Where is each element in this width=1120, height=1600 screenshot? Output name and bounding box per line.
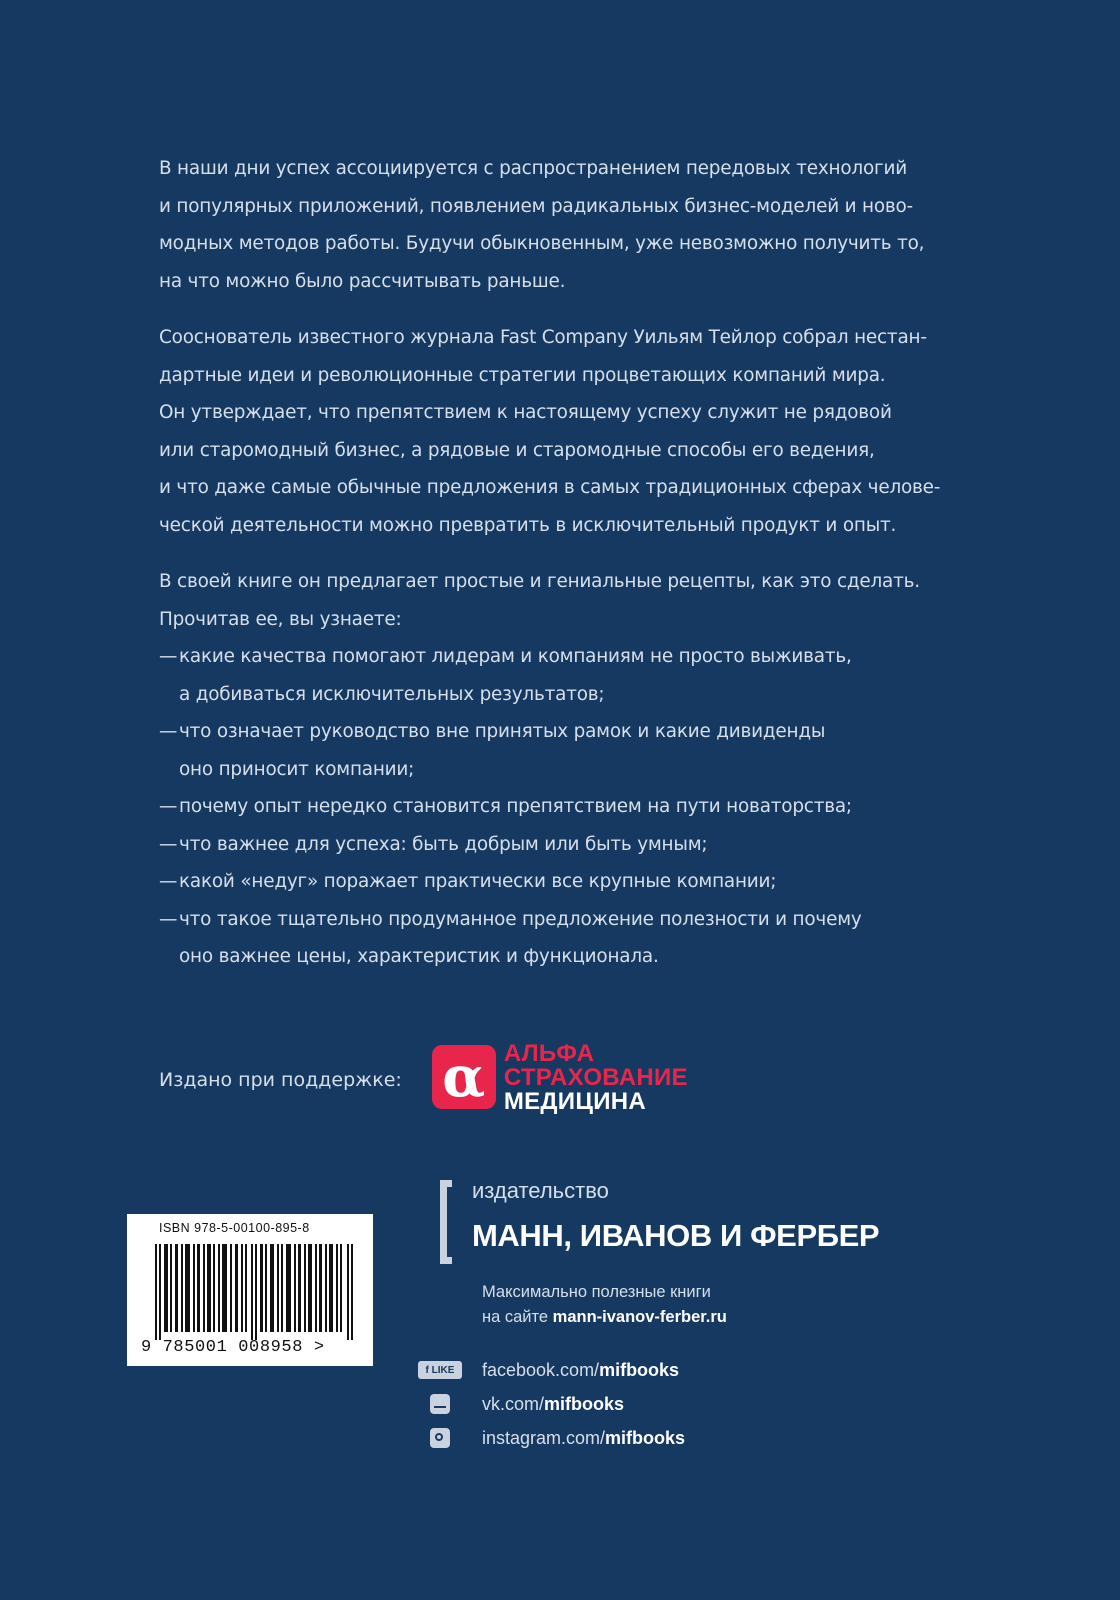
social-row-facebook[interactable]	[418, 1353, 685, 1387]
text-line: дартные идеи и революционные стратегии процветающих компаний мира.	[159, 364, 886, 386]
text-line: что такое тщательно продуманное предложение полезности и почему	[179, 908, 862, 930]
text-line: и что даже самые обычные предложения в самых традиционных сферах челове-	[159, 477, 941, 498]
social-row-instagram[interactable]	[418, 1421, 685, 1455]
sponsor-label: Издано при поддержке:	[159, 1069, 402, 1091]
social-prefix: instagram.com/	[482, 1427, 606, 1448]
bullet-dash: —	[159, 871, 178, 892]
text-line: В своей книге он предлагает простые и гениальные рецепты, как это сделать.	[159, 571, 920, 592]
sponsor-logo-line: СТРАХОВАНИЕ	[503, 1064, 688, 1091]
facebook-icon-wrap	[418, 1361, 462, 1379]
text-line: а добиваться исключительных результатов;	[179, 683, 605, 705]
text-line: модных методов работы. Будучи обыкновенным, уже невозможно получить то,	[159, 233, 925, 254]
benefits-list	[159, 638, 959, 976]
text-line: почему опыт нередко становится препятствием на пути новаторства;	[179, 796, 852, 817]
text-line: ческой деятельности можно превратить в исключительный продукт и опыт.	[159, 514, 897, 536]
alfa-logo-symbol: α	[442, 1044, 486, 1110]
text-line: какой «недуг» поражает практически все крупные компании;	[179, 871, 777, 892]
list-item	[159, 826, 959, 864]
list-item	[159, 863, 959, 901]
social-row-vk[interactable]	[418, 1387, 685, 1421]
sponsor-logo-text	[504, 1042, 688, 1114]
text-line: что означает руководство вне принятых рамок и какие дивиденды	[179, 721, 826, 742]
bullet-dash: —	[159, 721, 178, 742]
publisher-site	[482, 1280, 727, 1330]
text-line: оно приносит компании;	[179, 758, 415, 780]
social-prefix: facebook.com/	[482, 1359, 600, 1380]
list-item	[159, 901, 959, 976]
social-handle: mifbooks	[605, 1427, 686, 1448]
publisher-name: МАНН, ИВАНОВ И ФЕРБЕР	[472, 1218, 880, 1253]
alfa-logo-icon	[432, 1045, 496, 1109]
sponsor-logo-line: АЛЬФА	[503, 1040, 595, 1067]
social-link-text	[482, 1360, 679, 1381]
instagram-icon-wrap	[418, 1428, 462, 1448]
isbn-text: ISBN 978-5-00100-895-8	[159, 1221, 310, 1235]
site-line: Максимально полезные книги	[482, 1283, 711, 1301]
social-handle: mifbooks	[599, 1359, 680, 1380]
text-line: на что можно было рассчитывать раньше.	[159, 270, 566, 292]
paragraph-3	[159, 563, 959, 638]
site-link[interactable]: mann-ivanov-ferber.ru	[552, 1308, 727, 1326]
paragraph-1	[159, 150, 959, 300]
instagram-icon	[430, 1428, 450, 1448]
publisher-label: издательство	[472, 1178, 609, 1203]
site-prefix: на сайте	[482, 1308, 553, 1326]
text-line: Он утверждает, что препятствием к настоящему успеху служит не рядовой	[159, 402, 892, 423]
bullet-dash: —	[159, 908, 178, 930]
text-line: какие качества помогают лидерам и компаниям не просто выживать,	[179, 646, 852, 667]
text-line: Сооснователь известного журнала Fast Company Уильям Тейлор собрал нестан-	[159, 327, 927, 348]
vk-icon	[430, 1394, 450, 1414]
text-line: или старомодный бизнес, а рядовые и старомодные способы его ведения,	[159, 439, 875, 461]
list-item	[159, 788, 959, 826]
social-link-text	[482, 1428, 685, 1449]
facebook-icon: f LIKE	[418, 1361, 462, 1379]
text-line: В наши дни успех ассоциируется с распространением передовых технологий	[159, 158, 907, 179]
site-line	[482, 1305, 727, 1330]
vk-icon-wrap	[418, 1394, 462, 1414]
text-line: и популярных приложений, появлением радикальных бизнес-моделей и ново-	[159, 195, 913, 217]
text-line: оно важнее цены, характеристик и функционала.	[179, 946, 659, 967]
bracket-icon	[440, 1180, 452, 1264]
text-line: Прочитав ее, вы узнаете:	[159, 608, 402, 630]
social-handle: mifbooks	[544, 1393, 625, 1414]
paragraph-2	[159, 319, 959, 544]
isbn-barcode	[127, 1214, 373, 1366]
sponsor-logo-line: МЕДИЦИНА	[503, 1088, 647, 1115]
social-link-text	[482, 1394, 624, 1415]
bullet-dash: —	[159, 796, 178, 817]
list-item	[159, 713, 959, 788]
bullet-dash: —	[159, 833, 178, 855]
barcode-bars	[155, 1244, 355, 1340]
text-line: что важнее для успеха: быть добрым или быть умным;	[179, 833, 708, 855]
bullet-dash: —	[159, 646, 178, 667]
sponsor-block	[159, 1040, 688, 1114]
isbn-digits: 9 785001 008958 >	[141, 1338, 325, 1357]
annotation-text	[159, 150, 959, 976]
social-prefix: vk.com/	[482, 1393, 545, 1414]
list-item	[159, 638, 959, 713]
social-links	[418, 1353, 685, 1455]
